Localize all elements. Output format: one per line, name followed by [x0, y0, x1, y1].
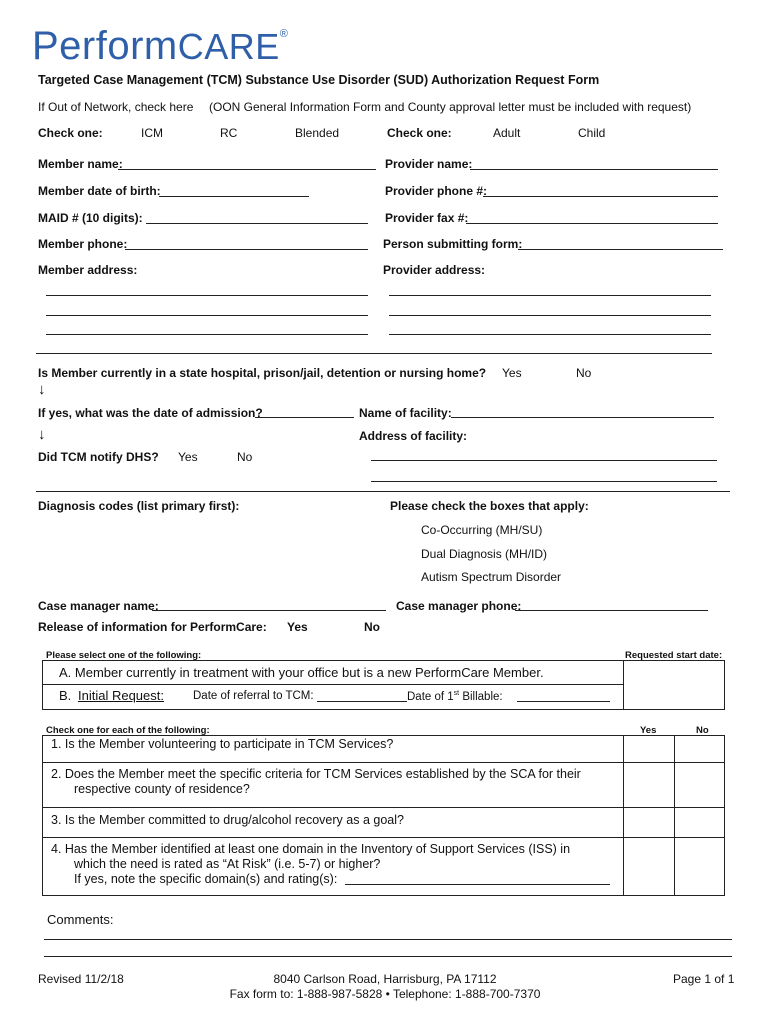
domain-rating-field[interactable]: [345, 884, 610, 885]
provider-address-label: Provider address:: [383, 263, 486, 277]
question-1-cell: [43, 736, 624, 763]
facility-address-label: Address of facility:: [359, 429, 468, 443]
option-b-prefix: B.: [59, 688, 72, 703]
maid-field[interactable]: [146, 223, 368, 224]
option-a-cell[interactable]: [43, 661, 624, 685]
section-divider: [36, 491, 730, 492]
question-4-no[interactable]: [675, 838, 725, 896]
revised-date: Revised 11/2/18: [38, 972, 124, 986]
requested-start-cell[interactable]: [624, 661, 725, 710]
state-hospital-no[interactable]: No: [576, 366, 592, 380]
billable-date-label: Date of 1st Billable:: [407, 690, 503, 703]
state-hospital-question: Is Member currently in a state hospital, prison/jail, detention or nursing home?: [38, 366, 487, 380]
provider-address-line-3[interactable]: [389, 334, 711, 335]
footer-contact: Fax form to: 1-888-987-5828 • Telephone: 1-888-700-7370: [229, 987, 541, 1001]
provider-fax-field[interactable]: [466, 223, 718, 224]
question-1-text: 1. Is the Member volunteering to participate in TCM Services?: [51, 737, 394, 751]
person-submitting-label: Person submitting form:: [383, 237, 523, 251]
footer-address: 8040 Carlson Road, Harrisburg, PA 17112: [273, 972, 497, 986]
criteria-table: [42, 735, 725, 896]
no-column-header: No: [696, 725, 709, 736]
select-one-table: [42, 660, 725, 710]
facility-address-line-1[interactable]: [371, 460, 717, 461]
question-2-cell: [43, 763, 624, 808]
option-child[interactable]: Child: [578, 126, 606, 140]
facility-address-line-2[interactable]: [371, 481, 717, 482]
state-hospital-yes[interactable]: Yes: [502, 366, 522, 380]
question-4-line-3: If yes, note the specific domain(s) and rating(s):: [74, 872, 338, 886]
yes-column-header: Yes: [640, 725, 657, 736]
page-number: Page 1 of 1: [673, 972, 735, 986]
section-divider: [36, 353, 712, 354]
referral-date-field[interactable]: [317, 701, 407, 702]
oon-note: (OON General Information Form and County approval letter must be included with request): [209, 100, 692, 114]
option-a-text: A. Member currently in treatment with your office but is a new PerformCare Member.: [59, 665, 544, 680]
question-2-line-1: 2. Does the Member meet the specific criteria for TCM Services established by the SCA for their: [51, 767, 581, 781]
release-yes[interactable]: Yes: [287, 620, 308, 634]
option-rc[interactable]: RC: [220, 126, 238, 140]
option-blended[interactable]: Blended: [295, 126, 340, 140]
question-3-no[interactable]: [675, 808, 725, 838]
option-adult[interactable]: Adult: [493, 126, 521, 140]
member-address-line-2[interactable]: [46, 315, 368, 316]
check-one-program-label: Check one:: [38, 126, 103, 140]
tcm-notify-dhs-label: Did TCM notify DHS?: [38, 450, 159, 464]
diagnosis-codes-label: Diagnosis codes (list primary first):: [38, 499, 240, 513]
form-title: Targeted Case Management (TCM) Substance Use Disorder (SUD) Authorization Request Form: [38, 73, 600, 87]
tcm-notify-yes[interactable]: Yes: [178, 450, 198, 464]
comments-line-2[interactable]: [44, 956, 732, 957]
dual-diagnosis-option[interactable]: Dual Diagnosis (MH/ID): [421, 547, 548, 561]
select-one-label: Please select one of the following:: [46, 650, 202, 661]
case-manager-name-field[interactable]: [152, 610, 386, 611]
provider-name-label: Provider name:: [385, 157, 473, 171]
question-2-no[interactable]: [675, 763, 725, 808]
question-1-yes[interactable]: [624, 736, 675, 763]
case-manager-phone-field[interactable]: [515, 610, 708, 611]
option-icm[interactable]: ICM: [141, 126, 163, 140]
performcare-logo: [32, 24, 288, 69]
oon-label[interactable]: If Out of Network, check here: [38, 100, 194, 114]
provider-name-field[interactable]: [470, 169, 718, 170]
member-dob-label: Member date of birth:: [38, 184, 161, 198]
initial-request-label: Initial Request:: [78, 688, 164, 703]
question-4-yes[interactable]: [624, 838, 675, 896]
comments-line-1[interactable]: [44, 939, 732, 940]
check-each-label: Check one for each of the following:: [46, 725, 210, 736]
tcm-notify-no[interactable]: No: [237, 450, 253, 464]
question-3-yes[interactable]: [624, 808, 675, 838]
referral-date-label: Date of referral to TCM:: [193, 690, 314, 702]
comments-label: Comments:: [47, 912, 114, 927]
requested-start-label: Requested start date:: [625, 650, 723, 661]
down-arrow-icon: ↓: [38, 426, 46, 443]
provider-phone-field[interactable]: [483, 196, 718, 197]
question-2-line-2: respective county of residence?: [74, 782, 250, 796]
question-2-yes[interactable]: [624, 763, 675, 808]
case-manager-name-label: Case manager name:: [38, 599, 159, 613]
member-address-label: Member address:: [38, 263, 138, 277]
question-4-line-1: 4. Has the Member identified at least one domain in the Inventory of Support Services (ISS) in: [51, 842, 571, 856]
logo-care: CARE: [177, 26, 280, 67]
member-address-line-3[interactable]: [46, 334, 368, 335]
logo-perform: Perform: [32, 24, 178, 68]
option-b-cell[interactable]: [43, 685, 624, 710]
provider-address-line-2[interactable]: [389, 315, 711, 316]
member-name-field[interactable]: [118, 169, 376, 170]
release-info-label: Release of information for PerformCare:: [38, 620, 267, 634]
question-3-text: 3. Is the Member committed to drug/alcohol recovery as a goal?: [51, 813, 404, 827]
question-4-line-2: which the need is rated as “At Risk” (i.e. 5-7) or higher?: [74, 857, 381, 871]
member-name-label: Member name:: [38, 157, 123, 171]
question-4-cell: [43, 838, 624, 896]
member-dob-field[interactable]: [159, 196, 309, 197]
member-address-line-1[interactable]: [46, 295, 368, 296]
billable-date-field[interactable]: [517, 701, 610, 702]
question-1-no[interactable]: [675, 736, 725, 763]
provider-fax-label: Provider fax #:: [385, 211, 469, 225]
person-submitting-field[interactable]: [518, 249, 723, 250]
member-phone-label: Member phone:: [38, 237, 128, 251]
down-arrow-icon: ↓: [38, 381, 46, 398]
facility-name-field[interactable]: [451, 417, 714, 418]
registered-mark: ®: [279, 28, 289, 40]
maid-label: MAID # (10 digits):: [38, 211, 143, 225]
question-3-cell: [43, 808, 624, 838]
provider-phone-label: Provider phone #:: [385, 184, 488, 198]
facility-name-label: Name of facility:: [359, 406, 452, 420]
member-phone-field[interactable]: [125, 249, 368, 250]
provider-address-line-1[interactable]: [389, 295, 711, 296]
release-no[interactable]: No: [364, 620, 380, 634]
check-one-age-label: Check one:: [387, 126, 452, 140]
check-boxes-label: Please check the boxes that apply:: [390, 499, 589, 513]
case-manager-phone-label: Case manager phone:: [396, 599, 522, 613]
co-occurring-option[interactable]: Co-Occurring (MH/SU): [421, 523, 543, 537]
autism-option[interactable]: Autism Spectrum Disorder: [421, 570, 562, 584]
admission-date-field[interactable]: [255, 417, 354, 418]
admission-date-label: If yes, what was the date of admission?: [38, 406, 263, 420]
